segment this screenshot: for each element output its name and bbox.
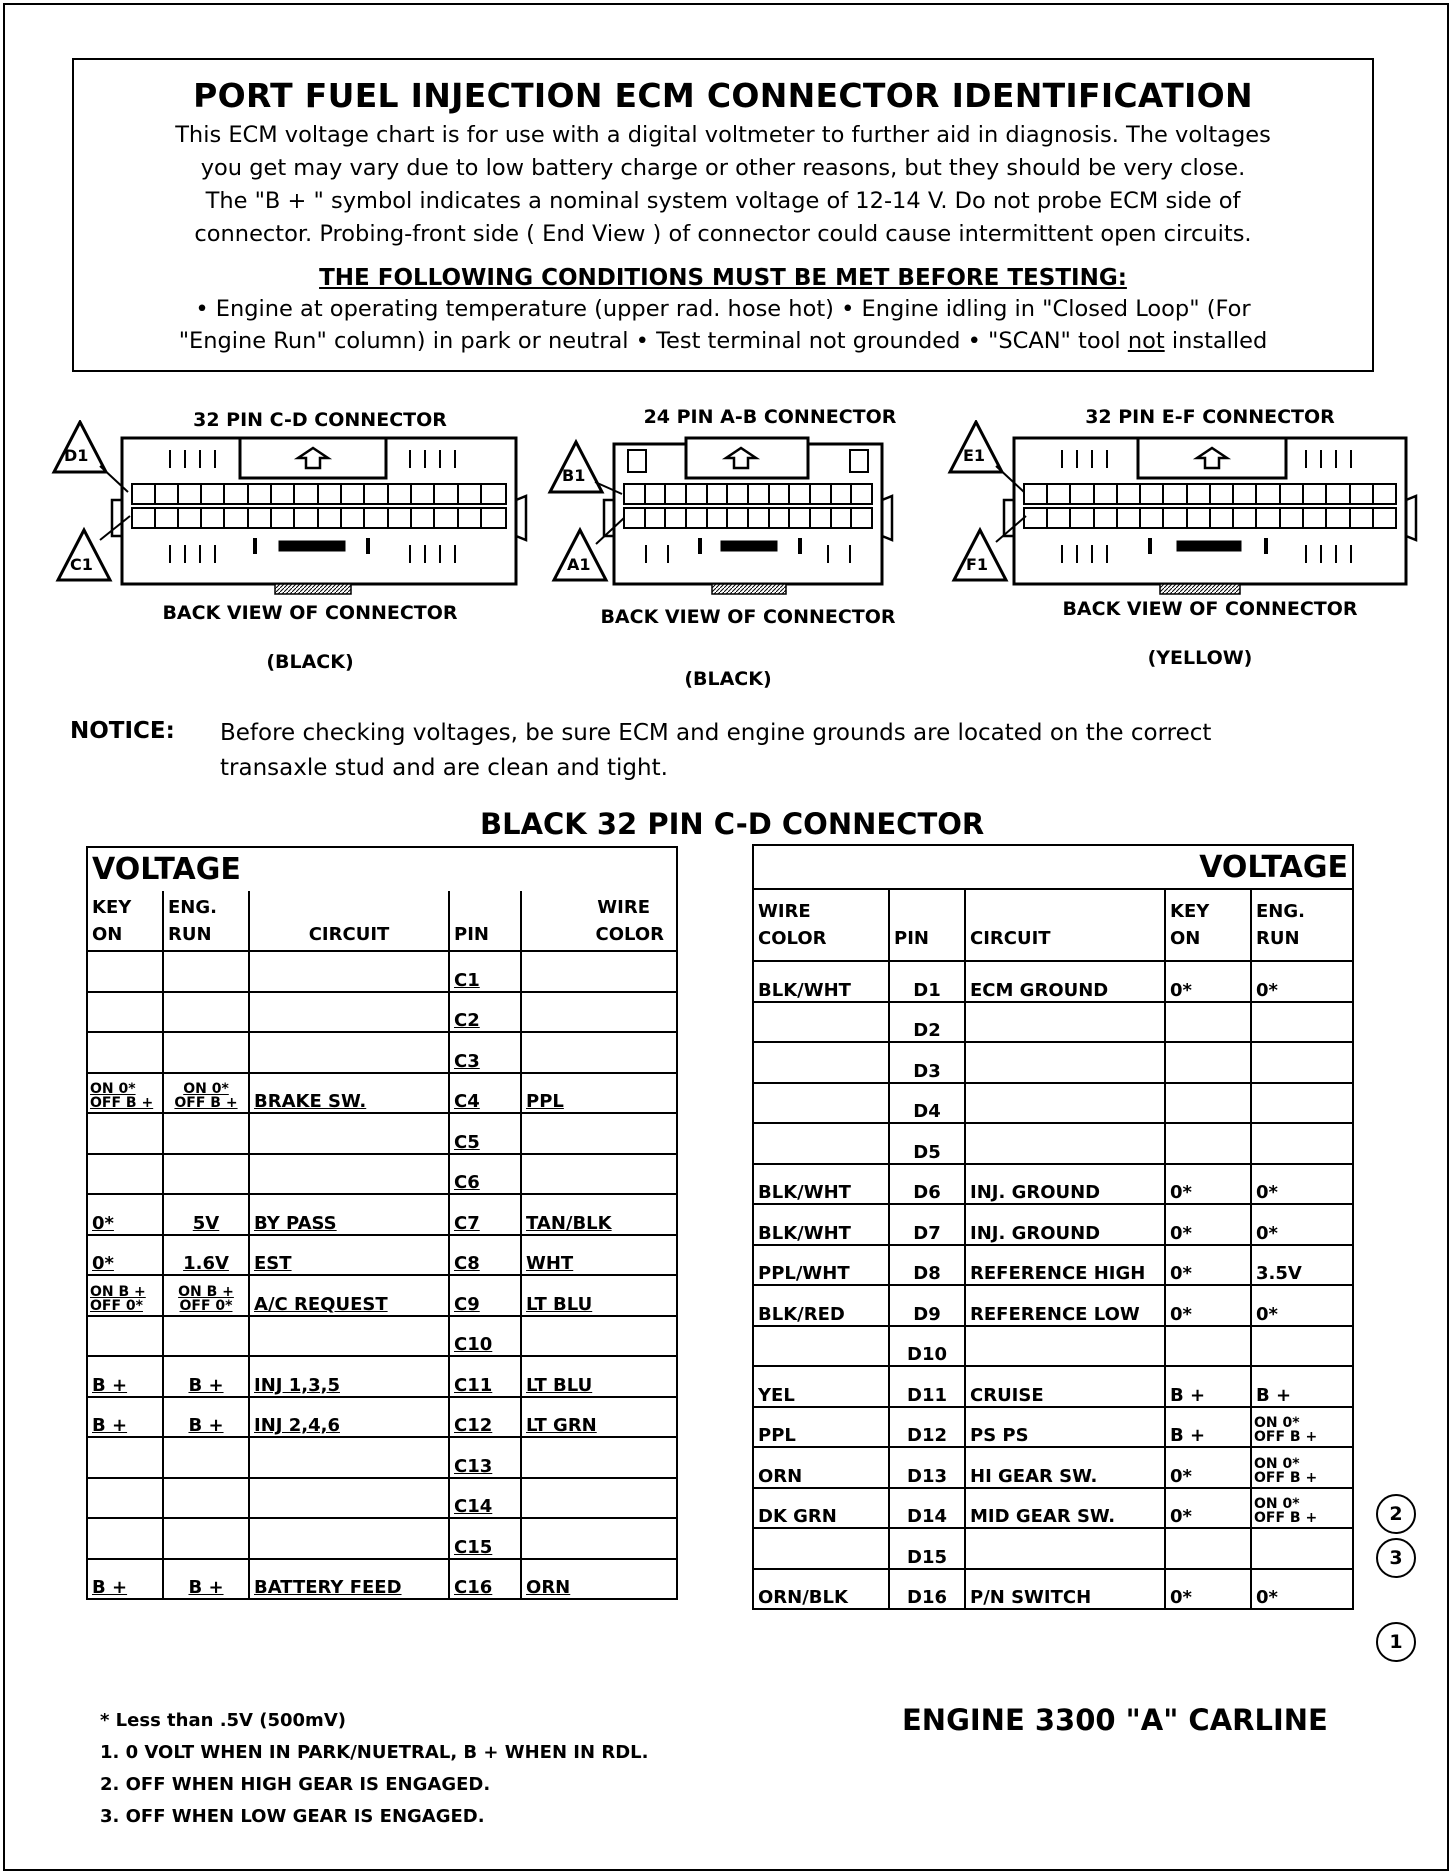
cell-pin: D2 [889, 1002, 965, 1043]
cell-pin: D12 [889, 1407, 965, 1448]
cell-wire-color: LT GRN [521, 1397, 677, 1438]
col-key-on: KEY ON [1165, 889, 1251, 961]
connector-ef-diagram [1004, 438, 1416, 594]
cell-eng-run: 0* [1251, 1569, 1353, 1610]
conditions-line: • Engine at operating temperature (upper rad. hose hot) • Engine idling in "Closed Loop" (For [195, 296, 1251, 322]
cell-key-on [87, 951, 163, 992]
pin-label: F1 [966, 555, 989, 574]
cell-circuit: EST [249, 1235, 449, 1276]
col-wire-color: WIRE COLOR [521, 891, 677, 951]
connector-color-label: (BLACK) [684, 668, 772, 690]
cell-wire-color: ORN [521, 1559, 677, 1600]
col-eng-run: ENG. RUN [163, 891, 249, 951]
cell-wire-color [521, 1032, 677, 1073]
cell-circuit: PS PS [965, 1407, 1165, 1448]
cell-key-on [87, 1032, 163, 1073]
table-row [87, 1194, 677, 1235]
cell-eng-run [163, 951, 249, 992]
cell-wire-color: TAN/BLK [521, 1194, 677, 1235]
connector-view-label: BACK VIEW OF CONNECTOR [600, 606, 896, 628]
cell-circuit: INJ 1,3,5 [249, 1356, 449, 1397]
voltage-header: VOLTAGE [1165, 845, 1353, 889]
cell-pin: D10 [889, 1326, 965, 1367]
cell-key-on: B + [87, 1397, 163, 1438]
cell-circuit [965, 1123, 1165, 1164]
cell-wire-color: PPL [753, 1407, 889, 1448]
table-row [753, 1285, 1353, 1326]
cell-circuit: INJ. GROUND [965, 1204, 1165, 1245]
cell-key-on: 0* [1165, 1245, 1251, 1286]
header-box [72, 58, 1374, 372]
cell-eng-run [1251, 1123, 1353, 1164]
table-row [87, 1518, 677, 1559]
page-title: PORT FUEL INJECTION ECM CONNECTOR IDENTIFICATION [193, 76, 1253, 115]
cell-eng-run: 5V [163, 1194, 249, 1235]
table-row [753, 1204, 1353, 1245]
table-row [87, 1235, 677, 1276]
note-marker: 3 [1376, 1538, 1416, 1578]
intro-paragraph [94, 119, 1352, 251]
table-row [753, 1123, 1353, 1164]
cell-key-on [87, 1518, 163, 1559]
connector-ab-diagram [604, 438, 892, 594]
cell-key-on [1165, 1042, 1251, 1083]
cell-circuit: REFERENCE HIGH [965, 1245, 1165, 1286]
cell-key-on: 0* [1165, 1569, 1251, 1610]
cell-wire-color [753, 1083, 889, 1124]
cell-eng-run [163, 1437, 249, 1478]
cell-key-on: ON B + OFF 0* [87, 1275, 163, 1316]
cell-eng-run [163, 992, 249, 1033]
cell-key-on [1165, 1326, 1251, 1367]
table-header-row [753, 845, 1353, 889]
cell-key-on [87, 1437, 163, 1478]
cell-key-on [1165, 1002, 1251, 1043]
cell-eng-run: 0* [1251, 1204, 1353, 1245]
cell-key-on: 0* [1165, 961, 1251, 1002]
cell-circuit [965, 1002, 1165, 1043]
connector-color-label: (BLACK) [266, 651, 354, 673]
cell-wire-color: PPL [521, 1073, 677, 1114]
cell-pin: C5 [449, 1113, 521, 1154]
cell-eng-run [1251, 1528, 1353, 1569]
cell-wire-color [521, 1437, 677, 1478]
cell-pin: C4 [449, 1073, 521, 1114]
table-row [87, 1275, 677, 1316]
cell-pin: C15 [449, 1518, 521, 1559]
cell-circuit [249, 1316, 449, 1357]
cell-key-on [87, 992, 163, 1033]
cell-eng-run [163, 1113, 249, 1154]
cell-pin: C14 [449, 1478, 521, 1519]
cell-circuit [249, 992, 449, 1033]
cell-circuit [249, 951, 449, 992]
cell-wire-color [753, 1528, 889, 1569]
cell-key-on [87, 1316, 163, 1357]
cell-eng-run: ON B + OFF 0* [163, 1275, 249, 1316]
conditions-text-part: installed [1164, 328, 1268, 354]
table-row [87, 1316, 677, 1357]
cell-wire-color [521, 1478, 677, 1519]
cell-eng-run: 3.5V [1251, 1245, 1353, 1286]
cell-pin: D16 [889, 1569, 965, 1610]
cell-wire-color: BLK/WHT [753, 1204, 889, 1245]
cell-circuit [249, 1437, 449, 1478]
cell-pin: D4 [889, 1083, 965, 1124]
cell-wire-color: ORN [753, 1447, 889, 1488]
cell-eng-run [163, 1518, 249, 1559]
table-row [753, 1447, 1353, 1488]
pin-label: A1 [567, 555, 591, 574]
cell-key-on: 0* [87, 1235, 163, 1276]
cell-key-on [87, 1113, 163, 1154]
cell-eng-run [1251, 1326, 1353, 1367]
table-row [753, 1042, 1353, 1083]
connector-view-label: BACK VIEW OF CONNECTOR [162, 602, 458, 624]
cell-circuit: ECM GROUND [965, 961, 1165, 1002]
cell-eng-run [1251, 1002, 1353, 1043]
cell-circuit: INJ 2,4,6 [249, 1397, 449, 1438]
cell-eng-run [163, 1478, 249, 1519]
cell-circuit [965, 1528, 1165, 1569]
cell-key-on [1165, 1083, 1251, 1124]
left-voltage-table [86, 846, 678, 1600]
cell-circuit: P/N SWITCH [965, 1569, 1165, 1610]
cell-key-on: ON 0* OFF B + [87, 1073, 163, 1114]
pin-marker-b1 [550, 442, 622, 494]
cell-eng-run: ON 0* OFF B + [1251, 1407, 1353, 1448]
notice-line: Before checking voltages, be sure ECM and engine grounds are located on the correct [220, 720, 1212, 746]
cell-circuit: BATTERY FEED [249, 1559, 449, 1600]
cell-eng-run: ON 0* OFF B + [1251, 1447, 1353, 1488]
cell-pin: C3 [449, 1032, 521, 1073]
cell-wire-color: LT BLU [521, 1275, 677, 1316]
cell-eng-run [163, 1032, 249, 1073]
cell-key-on: B + [1165, 1407, 1251, 1448]
col-pin: PIN [889, 889, 965, 961]
note-marker: 2 [1376, 1494, 1416, 1534]
cell-eng-run: B + [163, 1559, 249, 1600]
cell-pin: C16 [449, 1559, 521, 1600]
cell-wire-color [753, 1042, 889, 1083]
table-row [87, 1478, 677, 1519]
connector-diagrams [0, 420, 1456, 600]
cell-wire-color: LT BLU [521, 1356, 677, 1397]
table-row [753, 1407, 1353, 1448]
intro-line: The "B + " symbol indicates a nominal system voltage of 12-14 V. Do not probe ECM side of [205, 188, 1241, 214]
pin-marker-c1 [58, 516, 130, 580]
cell-wire-color [521, 1113, 677, 1154]
pin-label: C1 [70, 555, 93, 574]
cell-eng-run: 0* [1251, 1285, 1353, 1326]
cell-circuit: MID GEAR SW. [965, 1488, 1165, 1529]
section-title: BLACK 32 PIN C-D CONNECTOR [480, 807, 985, 841]
table-header-row [753, 889, 1353, 961]
cell-pin: D5 [889, 1123, 965, 1164]
table-row [753, 1083, 1353, 1124]
cell-wire-color [521, 1154, 677, 1195]
table-row [753, 1002, 1353, 1043]
connector-cd-diagram [112, 438, 526, 594]
cell-circuit [249, 1478, 449, 1519]
table-row [87, 1154, 677, 1195]
cell-circuit: BY PASS [249, 1194, 449, 1235]
cell-eng-run: ON 0* OFF B + [163, 1073, 249, 1114]
col-circuit: CIRCUIT [965, 889, 1165, 961]
engine-label: ENGINE 3300 "A" CARLINE [902, 1703, 1328, 1737]
cell-circuit: BRAKE SW. [249, 1073, 449, 1114]
cell-circuit [965, 1042, 1165, 1083]
table-row [87, 1073, 677, 1114]
cell-eng-run: 1.6V [163, 1235, 249, 1276]
cell-key-on: B + [87, 1356, 163, 1397]
cell-eng-run: B + [163, 1356, 249, 1397]
cell-eng-run [163, 1316, 249, 1357]
cell-pin: C11 [449, 1356, 521, 1397]
cell-key-on [87, 1154, 163, 1195]
table-row [87, 951, 677, 992]
cell-wire-color [521, 1316, 677, 1357]
cell-circuit [965, 1326, 1165, 1367]
cell-circuit: INJ. GROUND [965, 1164, 1165, 1205]
cell-wire-color [521, 992, 677, 1033]
cell-key-on [1165, 1123, 1251, 1164]
cell-key-on: 0* [87, 1194, 163, 1235]
cell-eng-run: B + [163, 1397, 249, 1438]
table-row [87, 1437, 677, 1478]
table-row [753, 961, 1353, 1002]
cell-circuit [249, 1518, 449, 1559]
footnote: 2. OFF WHEN HIGH GEAR IS ENGAGED. [100, 1774, 491, 1795]
cell-eng-run: 0* [1251, 1164, 1353, 1205]
footnote: * Less than .5V (500mV) [100, 1710, 346, 1731]
conditions-not: not [1127, 328, 1165, 354]
connector-view-label: BACK VIEW OF CONNECTOR [1062, 598, 1358, 620]
table-row [753, 1569, 1353, 1610]
pin-label: E1 [963, 446, 986, 465]
col-wire-color: WIRE COLOR [753, 889, 889, 961]
cell-wire-color [753, 1002, 889, 1043]
cell-wire-color: WHT [521, 1235, 677, 1276]
cell-circuit: REFERENCE LOW [965, 1285, 1165, 1326]
cell-pin: D7 [889, 1204, 965, 1245]
cell-key-on: 0* [1165, 1447, 1251, 1488]
cell-eng-run [1251, 1083, 1353, 1124]
cell-key-on: 0* [1165, 1285, 1251, 1326]
cell-pin: D8 [889, 1245, 965, 1286]
conditions-text-part: "Engine Run" column) in park or neutral • Test terminal not grounded • "SCAN" tool [178, 328, 1128, 354]
table-row [87, 1032, 677, 1073]
notice-label: NOTICE: [70, 718, 175, 744]
col-circuit: CIRCUIT [249, 891, 449, 951]
table-row [753, 1528, 1353, 1569]
cell-pin: C1 [449, 951, 521, 992]
cell-wire-color: BLK/WHT [753, 961, 889, 1002]
connector-color-label: (YELLOW) [1147, 647, 1253, 669]
table-row [753, 1366, 1353, 1407]
cell-pin: D15 [889, 1528, 965, 1569]
cell-wire-color [521, 1518, 677, 1559]
table-header-row [87, 847, 677, 891]
cell-pin: D13 [889, 1447, 965, 1488]
connector-title: 32 PIN C-D CONNECTOR [193, 409, 447, 431]
cell-pin: D6 [889, 1164, 965, 1205]
cell-wire-color [521, 951, 677, 992]
notice-text [220, 716, 1360, 786]
cell-eng-run [163, 1154, 249, 1195]
cell-pin: C12 [449, 1397, 521, 1438]
conditions-line [84, 325, 1362, 357]
table-row [87, 992, 677, 1033]
cell-eng-run: B + [1251, 1366, 1353, 1407]
conditions-title: THE FOLLOWING CONDITIONS MUST BE MET BEFORE TESTING: [319, 265, 1127, 291]
cell-pin: C10 [449, 1316, 521, 1357]
footnote: 3. OFF WHEN LOW GEAR IS ENGAGED. [100, 1806, 485, 1827]
cell-pin: D11 [889, 1366, 965, 1407]
intro-line: you get may vary due to low battery charge or other reasons, but they should be very close. [200, 155, 1246, 181]
conditions-text [84, 293, 1362, 357]
table-row [87, 1113, 677, 1154]
cell-eng-run: 0* [1251, 961, 1353, 1002]
cell-circuit [249, 1113, 449, 1154]
pin-label: D1 [64, 446, 89, 465]
table-row [87, 1559, 677, 1600]
cell-circuit: CRUISE [965, 1366, 1165, 1407]
notice-line: transaxle stud and are clean and tight. [220, 755, 668, 781]
cell-pin: C9 [449, 1275, 521, 1316]
cell-pin: C8 [449, 1235, 521, 1276]
connector-title: 32 PIN E-F CONNECTOR [1085, 406, 1335, 428]
cell-key-on: 0* [1165, 1204, 1251, 1245]
cell-key-on [1165, 1528, 1251, 1569]
table-row [87, 1356, 677, 1397]
table-header-row [87, 891, 677, 951]
table-row [753, 1326, 1353, 1367]
cell-pin: C6 [449, 1154, 521, 1195]
pin-label: B1 [562, 466, 586, 485]
cell-wire-color: ORN/BLK [753, 1569, 889, 1610]
intro-line: This ECM voltage chart is for use with a digital voltmeter to further aid in diagnosis. The voltages [175, 122, 1271, 148]
cell-circuit [249, 1032, 449, 1073]
cell-wire-color: DK GRN [753, 1488, 889, 1529]
cell-circuit [249, 1154, 449, 1195]
cell-pin: C2 [449, 992, 521, 1033]
cell-pin: D1 [889, 961, 965, 1002]
footnote: 1. 0 VOLT WHEN IN PARK/NUETRAL, B + WHEN IN RDL. [100, 1742, 649, 1763]
connector-title: 24 PIN A-B CONNECTOR [643, 406, 897, 428]
table-row [87, 1397, 677, 1438]
cell-circuit [965, 1083, 1165, 1124]
cell-eng-run: ON 0* OFF B + [1251, 1488, 1353, 1529]
cell-key-on [87, 1478, 163, 1519]
cell-wire-color [753, 1326, 889, 1367]
note-marker: 1 [1376, 1622, 1416, 1662]
table-row [753, 1488, 1353, 1529]
intro-line: connector. Probing-front side ( End View ) of connector could cause intermittent open circuits. [194, 221, 1252, 247]
cell-key-on: B + [1165, 1366, 1251, 1407]
cell-key-on: 0* [1165, 1488, 1251, 1529]
col-key-on: KEY ON [87, 891, 163, 951]
col-eng-run: ENG. RUN [1251, 889, 1353, 961]
cell-pin: C13 [449, 1437, 521, 1478]
cell-wire-color: BLK/RED [753, 1285, 889, 1326]
right-voltage-table [752, 844, 1354, 1610]
cell-wire-color: PPL/WHT [753, 1245, 889, 1286]
table-row [753, 1245, 1353, 1286]
cell-pin: D9 [889, 1285, 965, 1326]
cell-eng-run [1251, 1042, 1353, 1083]
voltage-header: VOLTAGE [87, 847, 249, 891]
cell-key-on: B + [87, 1559, 163, 1600]
cell-pin: D3 [889, 1042, 965, 1083]
cell-pin: D14 [889, 1488, 965, 1529]
cell-wire-color [753, 1123, 889, 1164]
cell-circuit: A/C REQUEST [249, 1275, 449, 1316]
table-row [753, 1164, 1353, 1205]
cell-circuit: HI GEAR SW. [965, 1447, 1165, 1488]
cell-wire-color: BLK/WHT [753, 1164, 889, 1205]
cell-wire-color: YEL [753, 1366, 889, 1407]
col-pin: PIN [449, 891, 521, 951]
cell-pin: C7 [449, 1194, 521, 1235]
cell-key-on: 0* [1165, 1164, 1251, 1205]
